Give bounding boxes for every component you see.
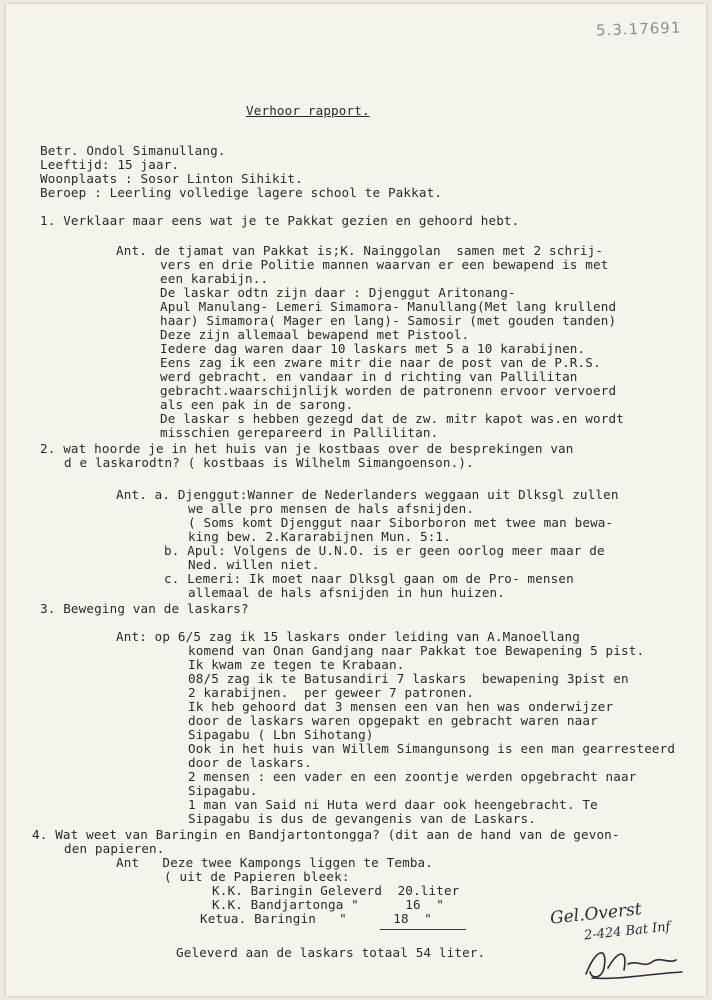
answer-line: De laskar s hebben gezegd dat de zw. mitr kapot was.en wordt [160, 411, 624, 426]
answer-line: Iedere dag waren daar 10 laskars met 5 a 10 karabijnen. [160, 341, 586, 356]
answer-line: Ant: op 6/5 zag ik 15 laskars onder leiding van A.Manoellang [116, 629, 580, 644]
answer-line: als een pak in de sarong. [160, 397, 354, 412]
question-1: 1. Verklaar maar eens wat je te Pakkat gezien en gehoord hebt. [40, 213, 520, 228]
answer-line: Sipagabu is dus de gevangenis van de Laskars. [188, 811, 536, 826]
answer-line: komend van Onan Gandjang naar Pakkat toe Bewapening 5 pist. [188, 643, 645, 658]
document-title: Verhoor rapport. [246, 103, 370, 118]
answer-line: we alle pro mensen de hals afsnijden. [188, 501, 475, 516]
answer-line: De laskar odtn zijn daar : Djenggut Aritonang- [160, 285, 516, 300]
question-4-continued: den papieren. [64, 841, 165, 856]
answer-line: Deze zijn allemaal bewapend met Pistool. [160, 327, 470, 342]
question-4: 4. Wat weet van Baringin en Bandjartontongga? (dit aan de hand van de gevon- [32, 827, 620, 842]
reference-number: 5.3.17691 [595, 18, 682, 40]
answer-line: Ant. de tjamat van Pakkat is;K. Nainggolan samen met 2 schrij- [116, 243, 604, 258]
delivery-row: K.K. Bandjartonga " 16 " [212, 897, 444, 912]
answer-line: Apul Manulang- Lemeri Simamora- Manullang(Met lang krullend [160, 299, 617, 314]
answer-line: Ik kwam ze tegen te Krabaan. [188, 657, 405, 672]
answer-line: 08/5 zag ik te Batusandiri 7 laskars bewapening 3pist en [188, 671, 629, 686]
age-line: Leeftijd: 15 jaar. [40, 157, 180, 172]
answer-line: 2 mensen : een vader en een zoontje werden opgebracht naar [188, 769, 637, 784]
answer-line: haar) Simamora( Mager en lang)- Samosir (met gouden tanden) [160, 313, 617, 328]
total-underline [380, 929, 466, 930]
subject-line: Betr. Ondol Simanullang. [40, 143, 226, 158]
answer-line: ( uit de Papieren bleek: [164, 869, 350, 884]
document-page [6, 4, 706, 996]
total-line: Geleverd aan de laskars totaal 54 liter. [176, 945, 486, 960]
answer-line: door de laskars. [188, 755, 312, 770]
handwritten-unit: 2-424 Bat Inf [583, 919, 672, 944]
answer-line: ( Soms komt Djenggut naar Siborboron met twee man bewa- [188, 515, 614, 530]
question-3: 3. Beweging van de laskars? [40, 601, 249, 616]
answer-line: Ned. willen niet. [188, 557, 320, 572]
answer-line: allemaal de hals afsnijden in hun huizen. [188, 585, 506, 600]
answer-line: c. Lemeri: Ik moet naar Dlksgl gaan om de Pro- mensen [164, 571, 574, 586]
answer-line: Ant Deze twee Kampongs liggen te Temba. [116, 855, 434, 870]
answer-line: 1 man van Said ni Huta werd daar ook heengebracht. Te [188, 797, 598, 812]
answer-line: werd gebracht. en vandaar in d richting van Pallilitan [160, 369, 578, 384]
question-2-continued: d e laskarodtn? ( kostbaas is Wilhelm Simangoenson.). [64, 455, 474, 470]
answer-line: misschien gerepareerd in Pallilitan. [160, 425, 439, 440]
answer-line: Sipagabu. [188, 783, 258, 798]
answer-line: Eens zag ik een zware mitr die naar de post van de P.R.S. [160, 355, 601, 370]
handwritten-rank: Gel.Overst [549, 899, 643, 929]
signature [578, 938, 688, 988]
answer-line: Ik heb gehoord dat 3 mensen een van hen was onderwijzer [188, 699, 614, 714]
answer-line: door de laskars waren opgepakt en gebracht waren naar [188, 713, 598, 728]
answer-line: Ook in het huis van Willem Simangunsong is een man gearresteerd [188, 741, 676, 756]
answer-line: Ant. a. Djenggut:Wanner de Nederlanders weggaan uit Dlksgl zullen [116, 487, 619, 502]
residence-line: Woonplaats : Sosor Linton Sihikit. [40, 171, 303, 186]
answer-line: 2 karabijnen. per geweer 7 patronen. [188, 685, 475, 700]
answer-line: een karabijn.. [160, 271, 269, 286]
answer-line: gebracht.waarschijnlijk worden de patronenn ervoor vervoerd [160, 383, 617, 398]
answer-line: b. Apul: Volgens de U.N.O. is er geen oorlog meer maar de [164, 543, 605, 558]
delivery-row: K.K. Baringin Geleverd 20.liter [212, 883, 460, 898]
answer-line: vers en drie Politie mannen waarvan er een bewapend is met [160, 257, 609, 272]
question-2: 2. wat hoorde je in het huis van je kostbaas over de besprekingen van [40, 441, 574, 456]
answer-line: Sipagabu ( Lbn Sihotang) [188, 727, 374, 742]
answer-line: king bew. 2.Kararabijnen Mun. 5:1. [188, 529, 451, 544]
delivery-row: Ketua. Baringin " 18 " [200, 911, 432, 926]
occupation-line: Beroep : Leerling volledige lagere school te Pakkat. [40, 185, 443, 200]
